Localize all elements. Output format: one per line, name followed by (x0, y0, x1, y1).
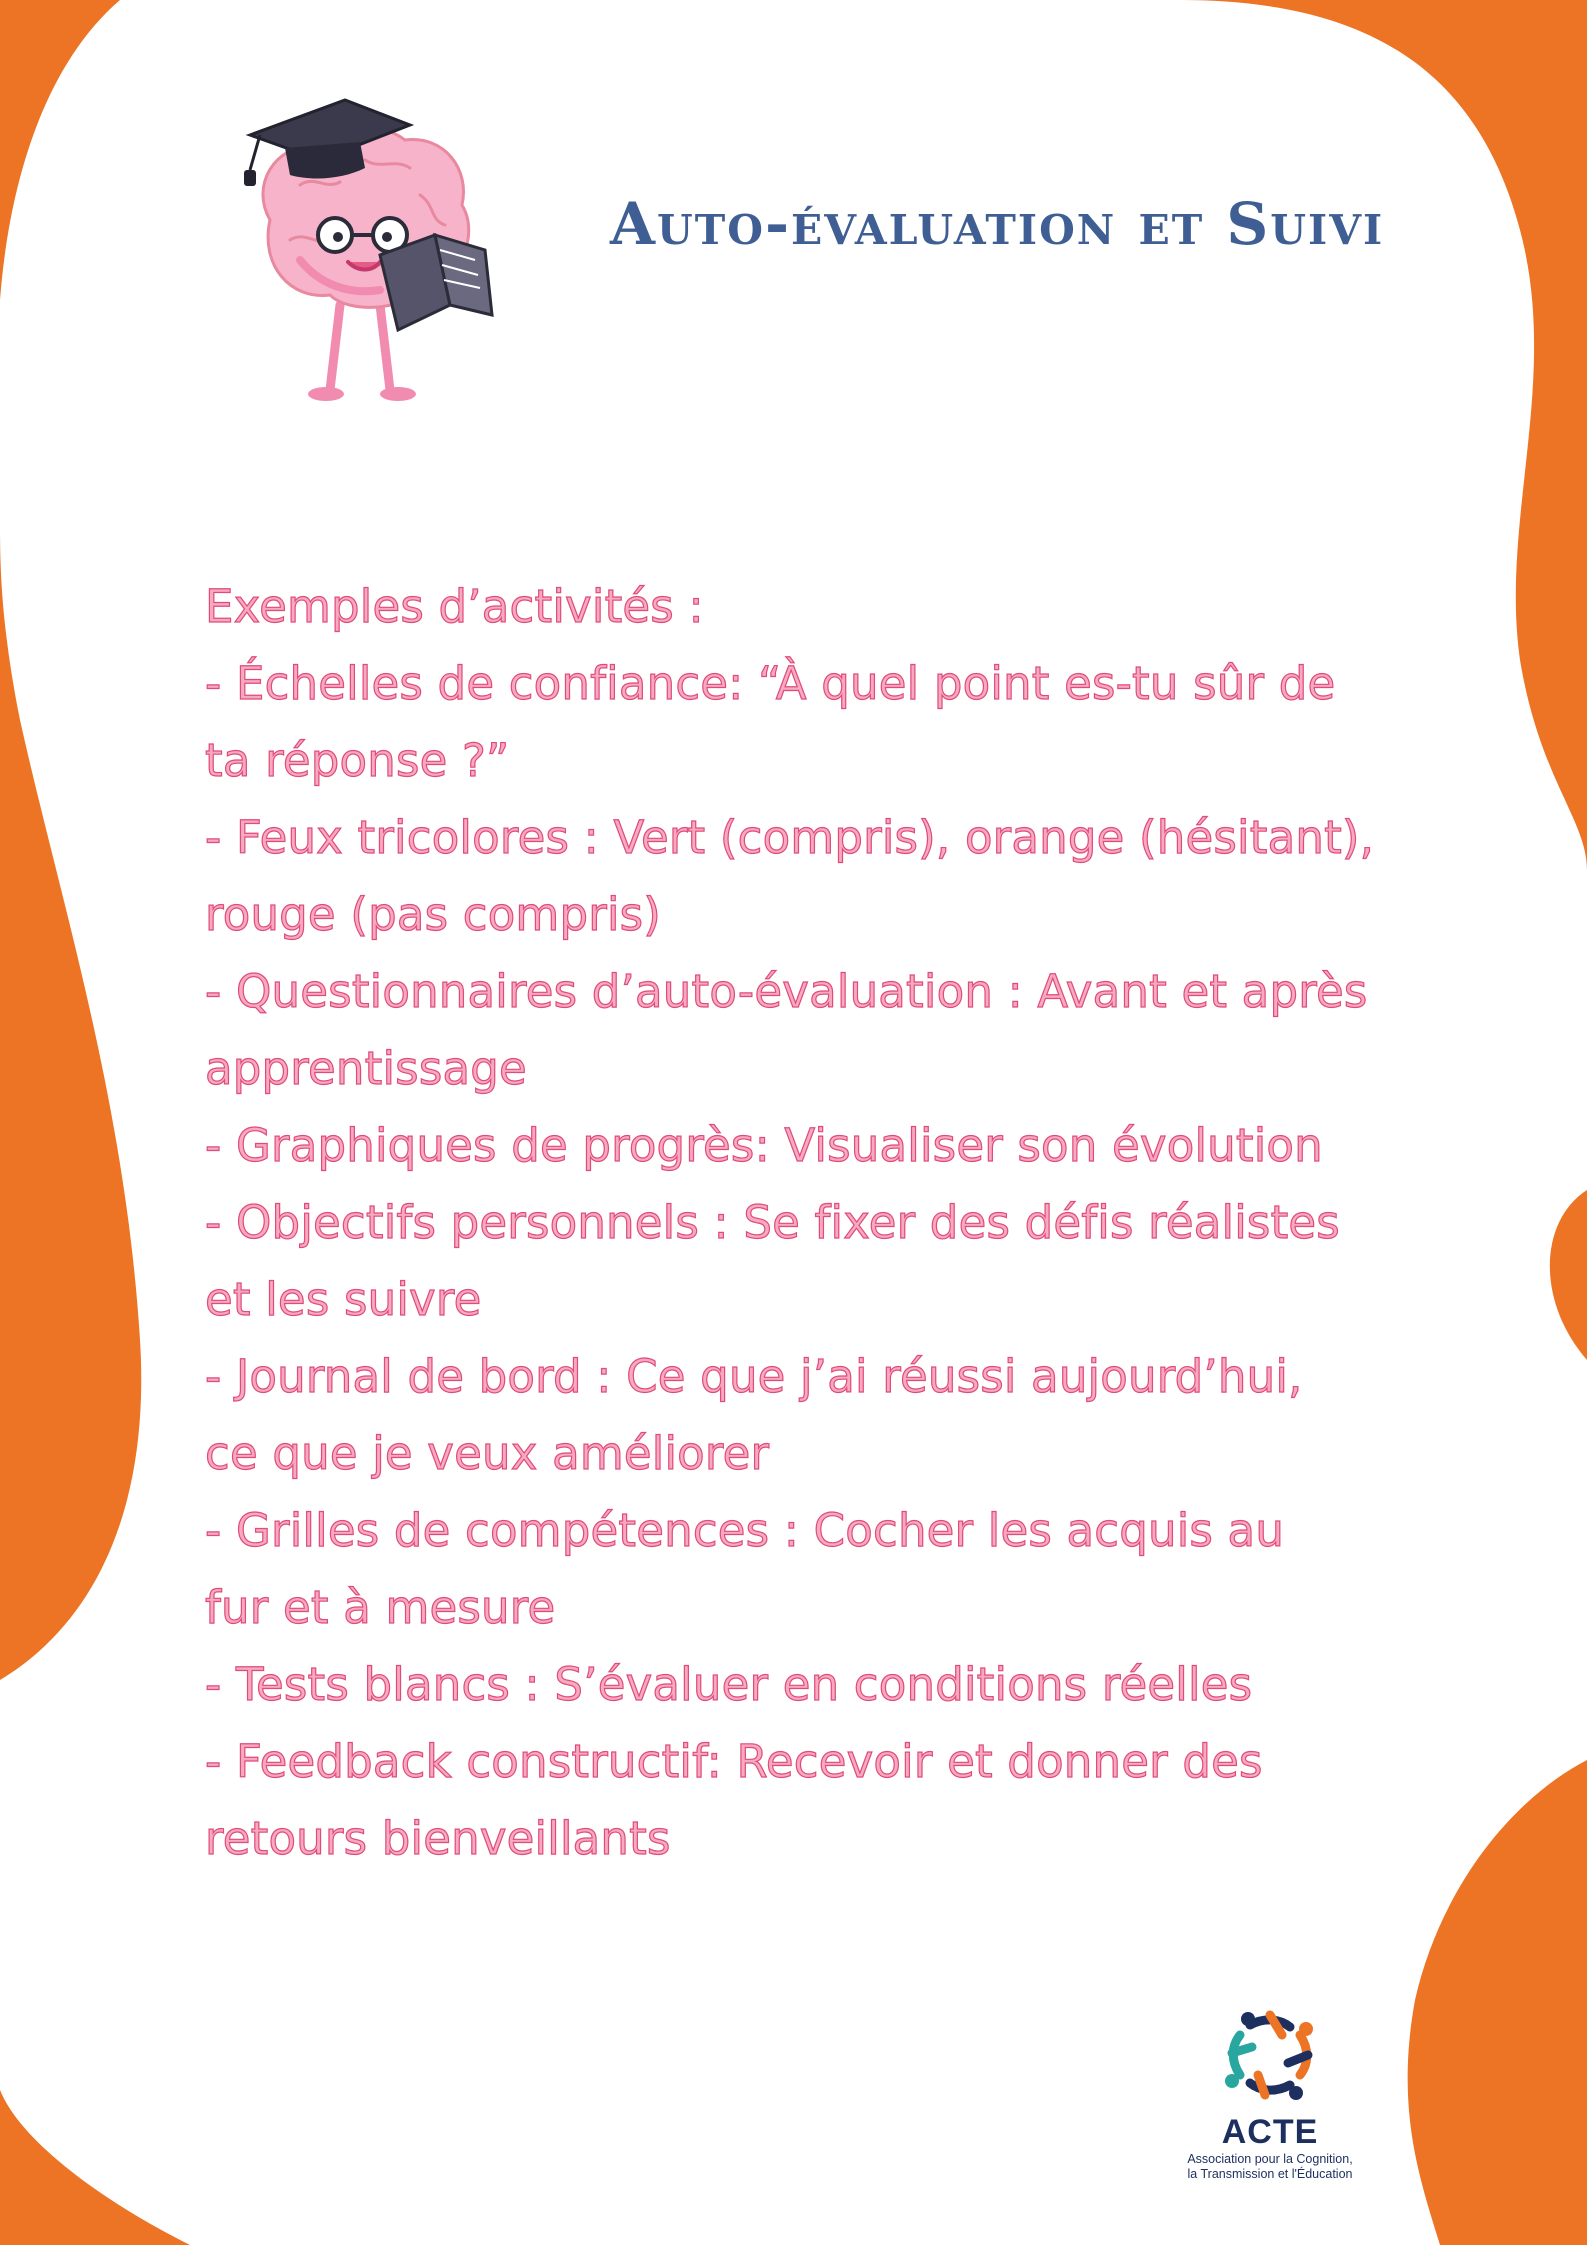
acte-logo (1140, 2005, 1400, 2205)
list-item: apprentissage (205, 1042, 527, 1095)
list-item: retours bienveillants (205, 1812, 671, 1865)
logo-name: ACTE (1221, 2113, 1319, 2151)
list-item: - Feedback constructif: Recevoir et donner des (205, 1735, 1263, 1788)
list-heading: Exemples d’activités : (205, 580, 704, 633)
list-item: - Tests blancs : S’évaluer en conditions réelles (205, 1658, 1253, 1711)
people-circle-logo-icon (1220, 2005, 1320, 2105)
list-item: - Feux tricolores : Vert (compris), orange (hésitant), (205, 811, 1375, 864)
activity-list (205, 568, 1445, 1877)
list-item: ce que je veux améliorer (205, 1427, 770, 1480)
list-item: et les suivre (205, 1273, 482, 1326)
list-item: - Objectifs personnels : Se fixer des défis réalistes (205, 1196, 1340, 1249)
logo-subtitle-line2: la Transmission et l'Éducation (1187, 2167, 1353, 2181)
list-item: rouge (pas compris) (205, 888, 662, 941)
logo-subtitle-line1: Association pour la Cognition, (1187, 2152, 1353, 2166)
list-item: - Questionnaires d’auto-évaluation : Avant et après (205, 965, 1368, 1018)
list-item: - Graphiques de progrès: Visualiser son évolution (205, 1119, 1323, 1172)
list-item: - Échelles de confiance: “À quel point es-tu sûr de (205, 657, 1336, 710)
list-item: - Journal de bord : Ce que j’ai réussi aujourd’hui, (205, 1350, 1303, 1403)
list-item: ta réponse ?” (205, 734, 510, 787)
page-title: Auto-évaluation et Suivi (610, 190, 1385, 258)
brain-mascot-icon (230, 90, 550, 420)
list-item: - Grilles de compétences : Cocher les acquis au (205, 1504, 1285, 1557)
list-item: fur et à mesure (205, 1581, 556, 1634)
